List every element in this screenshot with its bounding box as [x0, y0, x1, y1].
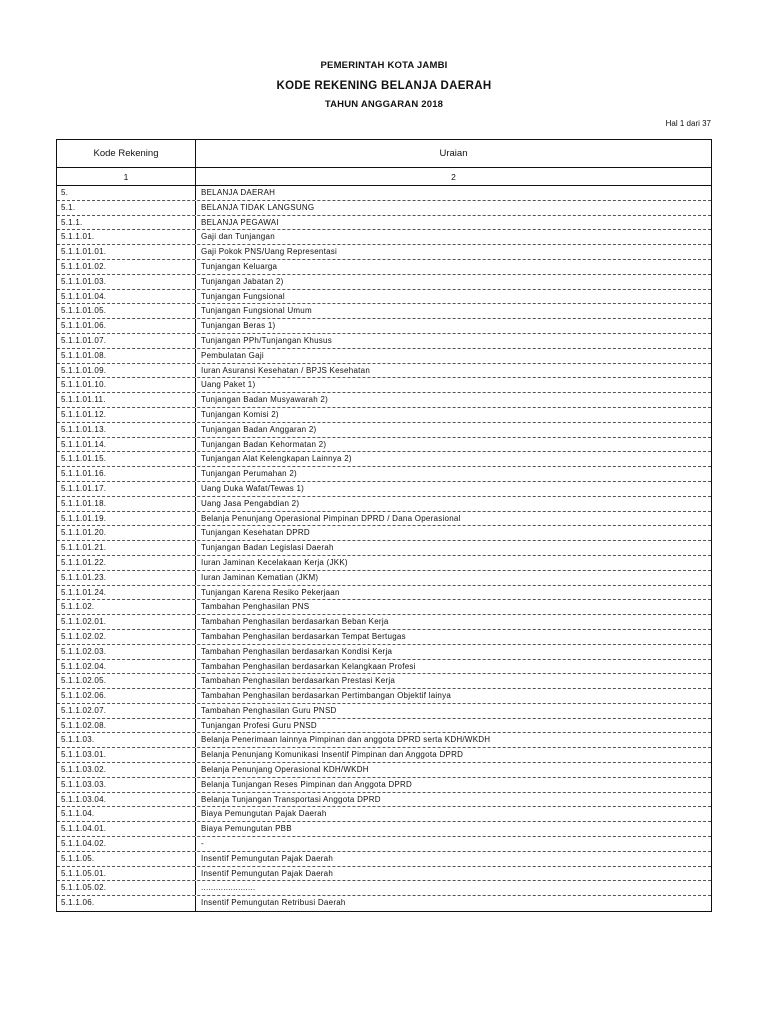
kode-rekening-cell: 5.1.1.01.20.: [57, 526, 196, 540]
table-row: [57, 571, 711, 586]
kode-rekening-cell: 5.1.1.02.01.: [57, 615, 196, 629]
table-row: [57, 364, 711, 379]
account-code-table: [56, 139, 712, 912]
uraian-cell: Tunjangan Kesehatan DPRD: [201, 528, 310, 538]
document-title-line-3: TAHUN ANGGARAN 2018: [324, 99, 444, 110]
table-row: [57, 319, 711, 334]
uraian-cell: Insentif Pemungutan Retribusi Daerah: [201, 898, 346, 908]
kode-rekening-cell: 5.1.1.01.03.: [57, 275, 196, 289]
table-row: [57, 763, 711, 778]
kode-rekening-cell: 5.1.1.02.05.: [57, 674, 196, 688]
table-row: [57, 230, 711, 245]
table-row: [57, 748, 711, 763]
kode-rekening-cell: 5.1.1.01.07.: [57, 334, 196, 348]
kode-rekening-cell: 5.1.1.01.04.: [57, 290, 196, 304]
table-row: [57, 526, 711, 541]
kode-rekening-cell: 5.1.1.01.18.: [57, 497, 196, 511]
kode-rekening-cell: 5.1.1.: [57, 216, 196, 230]
uraian-cell: Tambahan Penghasilan berdasarkan Prestasi Kerja: [201, 676, 396, 686]
uraian-cell: Tambahan Penghasilan berdasarkan Beban Kerja: [201, 617, 389, 627]
table-row: [57, 334, 711, 349]
table-row: [57, 290, 711, 305]
uraian-cell: Tunjangan Fungsional Umum: [201, 306, 312, 316]
table-row: [57, 482, 711, 497]
table-body: [57, 186, 711, 911]
uraian-cell: Tunjangan Komisi 2): [201, 409, 279, 419]
uraian-cell: Belanja Penunjang Operasional KDH/WKDH: [201, 765, 369, 775]
kode-rekening-cell: 5.1.1.01.06.: [57, 319, 196, 333]
kode-rekening-cell: 5.1.1.01.10.: [57, 378, 196, 392]
column-header-uraian: Uraian: [439, 148, 468, 159]
kode-rekening-cell: 5.1.1.05.01.: [57, 867, 196, 881]
uraian-cell: Tunjangan Badan Musyawarah 2): [201, 395, 329, 405]
uraian-cell: Tambahan Penghasilan berdasarkan Tempat Bertugas: [201, 631, 406, 641]
kode-rekening-cell: 5.1.1.04.02.: [57, 837, 196, 851]
table-row: [57, 304, 711, 319]
uraian-cell: Insentif Pemungutan Pajak Daerah: [201, 853, 334, 863]
uraian-cell: Tambahan Penghasilan berdasarkan Kondisi Kerja: [201, 646, 393, 656]
kode-rekening-cell: 5.1.1.02.08.: [57, 719, 196, 733]
table-row: [57, 260, 711, 275]
uraian-cell: Tunjangan Perumahan 2): [201, 469, 297, 479]
table-row: [57, 586, 711, 601]
uraian-cell: Iuran Asuransi Kesehatan / BPJS Kesehatan: [201, 365, 371, 375]
table-row: [57, 423, 711, 438]
uraian-cell: Tunjangan Badan Legislasi Daerah: [201, 543, 334, 553]
table-row: [57, 778, 711, 793]
kode-rekening-cell: 5.1.1.03.04.: [57, 793, 196, 807]
column-header-kode: Kode Rekening: [57, 140, 196, 167]
uraian-cell: Tambahan Penghasilan PNS: [201, 602, 310, 612]
document-title-line-1: PEMERINTAH KOTA JAMBI: [320, 60, 448, 71]
kode-rekening-cell: 5.1.1.03.03.: [57, 778, 196, 792]
uraian-cell: Belanja Penunjang Operasional Pimpinan DPRD / Dana Operasional: [201, 513, 461, 523]
uraian-cell: Belanja Tunjangan Transportasi Anggota DPRD: [201, 794, 381, 804]
kode-rekening-cell: 5.1.1.01.11.: [57, 393, 196, 407]
uraian-cell: Uang Duka Wafat/Tewas 1): [201, 483, 305, 493]
kode-rekening-cell: 5.1.: [57, 201, 196, 215]
table-row: [57, 822, 711, 837]
page-number: Hal 1 dari 37: [665, 119, 711, 128]
uraian-cell: Biaya Pemungutan PBB: [201, 824, 292, 834]
uraian-cell: Tambahan Penghasilan Guru PNSD: [201, 705, 337, 715]
uraian-cell: Tunjangan Profesi Guru PNSD: [201, 720, 317, 730]
table-row: [57, 497, 711, 512]
uraian-cell: -: [201, 839, 204, 849]
kode-rekening-cell: 5.1.1.01.: [57, 230, 196, 244]
uraian-cell: Gaji Pokok PNS/Uang Representasi: [201, 247, 338, 257]
uraian-cell: BELANJA DAERAH: [201, 188, 276, 197]
uraian-cell: Tunjangan Beras 1): [201, 321, 276, 331]
table-row: [57, 615, 711, 630]
kode-rekening-cell: 5.1.1.05.02.: [57, 881, 196, 895]
uraian-cell: BELANJA PEGAWAI: [201, 217, 279, 227]
kode-rekening-cell: 5.1.1.01.12.: [57, 408, 196, 422]
kode-rekening-cell: 5.1.1.04.01.: [57, 822, 196, 836]
kode-rekening-cell: 5.1.1.01.24.: [57, 586, 196, 600]
table-row: [57, 556, 711, 571]
column-number-uraian: 2: [451, 171, 456, 182]
uraian-cell: Tunjangan Keluarga: [201, 261, 278, 271]
table-row: [57, 216, 711, 231]
table-row: [57, 852, 711, 867]
kode-rekening-cell: 5.1.1.04.: [57, 807, 196, 821]
table-row: [57, 881, 711, 896]
kode-rekening-cell: 5.1.1.01.13.: [57, 423, 196, 437]
uraian-cell: Belanja Penerimaan lainnya Pimpinan dan anggota DPRD serta KDH/WKDH: [201, 735, 491, 745]
uraian-cell: Tunjangan Badan Anggaran 2): [201, 424, 317, 434]
table-row: [57, 438, 711, 453]
kode-rekening-cell: 5.1.1.06.: [57, 896, 196, 911]
uraian-cell: Tunjangan Karena Resiko Pekerjaan: [201, 587, 340, 597]
kode-rekening-cell: 5.1.1.01.14.: [57, 438, 196, 452]
uraian-cell: Tambahan Penghasilan berdasarkan Pertimbangan Objektif lainya: [201, 691, 452, 701]
kode-rekening-cell: 5.1.1.02.04.: [57, 660, 196, 674]
uraian-cell: Tambahan Penghasilan berdasarkan Kelangkaan Profesi: [201, 661, 416, 671]
uraian-cell: Tunjangan Badan Kehormatan 2): [201, 439, 327, 449]
table-row: [57, 630, 711, 645]
table-header-row: [57, 140, 711, 168]
table-row: [57, 186, 711, 201]
kode-rekening-cell: 5.1.1.01.02.: [57, 260, 196, 274]
table-row: [57, 600, 711, 615]
column-number-kode: 1: [57, 168, 196, 185]
uraian-cell: Biaya Pemungutan Pajak Daerah: [201, 809, 327, 819]
kode-rekening-cell: 5.1.1.05.: [57, 852, 196, 866]
table-row: [57, 837, 711, 852]
uraian-cell: Tunjangan Fungsional: [201, 291, 285, 301]
uraian-cell: Iuran Jaminan Kematian (JKM): [201, 572, 319, 582]
table-row: [57, 660, 711, 675]
table-row: [57, 201, 711, 216]
table-row: [57, 408, 711, 423]
uraian-cell: Gaji dan Tunjangan: [201, 232, 275, 242]
table-row: [57, 645, 711, 660]
table-row: [57, 541, 711, 556]
table-row: [57, 452, 711, 467]
table-row: [57, 467, 711, 482]
document-title-line-2: KODE REKENING BELANJA DAERAH: [276, 80, 492, 92]
uraian-cell: Tunjangan Jabatan 2): [201, 276, 284, 286]
uraian-cell: ......................: [201, 883, 256, 893]
table-row: [57, 867, 711, 882]
kode-rekening-cell: 5.1.1.01.15.: [57, 452, 196, 466]
kode-rekening-cell: 5.: [57, 186, 196, 200]
table-row: [57, 689, 711, 704]
table-row: [57, 793, 711, 808]
uraian-cell: Belanja Tunjangan Reses Pimpinan dan Anggota DPRD: [201, 779, 413, 789]
table-row: [57, 512, 711, 527]
kode-rekening-cell: 5.1.1.03.: [57, 733, 196, 747]
kode-rekening-cell: 5.1.1.02.: [57, 600, 196, 614]
table-row: [57, 393, 711, 408]
kode-rekening-cell: 5.1.1.03.02.: [57, 763, 196, 777]
kode-rekening-cell: 5.1.1.01.22.: [57, 556, 196, 570]
kode-rekening-cell: 5.1.1.02.07.: [57, 704, 196, 718]
kode-rekening-cell: 5.1.1.01.21.: [57, 541, 196, 555]
uraian-cell: Pembulatan Gaji: [201, 350, 264, 360]
table-row: [57, 275, 711, 290]
table-row: [57, 704, 711, 719]
kode-rekening-cell: 5.1.1.01.01.: [57, 245, 196, 259]
uraian-cell: BELANJA TIDAK LANGSUNG: [201, 202, 315, 212]
uraian-cell: Iuran Jaminan Kecelakaan Kerja (JKK): [201, 557, 348, 567]
kode-rekening-cell: 5.1.1.01.17.: [57, 482, 196, 496]
uraian-cell: Uang Paket 1): [201, 380, 256, 390]
column-number-row: [57, 168, 711, 186]
uraian-cell: Tunjangan Alat Kelengkapan Lainnya 2): [201, 454, 352, 464]
kode-rekening-cell: 5.1.1.02.02.: [57, 630, 196, 644]
uraian-cell: Tunjangan PPh/Tunjangan Khusus: [201, 335, 332, 345]
kode-rekening-cell: 5.1.1.01.08.: [57, 349, 196, 363]
kode-rekening-cell: 5.1.1.01.05.: [57, 304, 196, 318]
uraian-cell: Uang Jasa Pengabdian 2): [201, 498, 300, 508]
kode-rekening-cell: 5.1.1.01.16.: [57, 467, 196, 481]
table-row: [57, 245, 711, 260]
kode-rekening-cell: 5.1.1.01.23.: [57, 571, 196, 585]
uraian-cell: Belanja Penunjang Komunikasi Insentif Pimpinan dan Anggota DPRD: [201, 750, 464, 760]
table-row: [57, 807, 711, 822]
table-row: [57, 896, 711, 911]
kode-rekening-cell: 5.1.1.01.09.: [57, 364, 196, 378]
table-row: [57, 349, 711, 364]
kode-rekening-cell: 5.1.1.01.19.: [57, 512, 196, 526]
table-row: [57, 719, 711, 734]
table-row: [57, 674, 711, 689]
uraian-cell: Insentif Pemungutan Pajak Daerah: [201, 868, 334, 878]
table-row: [57, 378, 711, 393]
kode-rekening-cell: 5.1.1.02.06.: [57, 689, 196, 703]
kode-rekening-cell: 5.1.1.02.03.: [57, 645, 196, 659]
table-row: [57, 733, 711, 748]
kode-rekening-cell: 5.1.1.03.01.: [57, 748, 196, 762]
